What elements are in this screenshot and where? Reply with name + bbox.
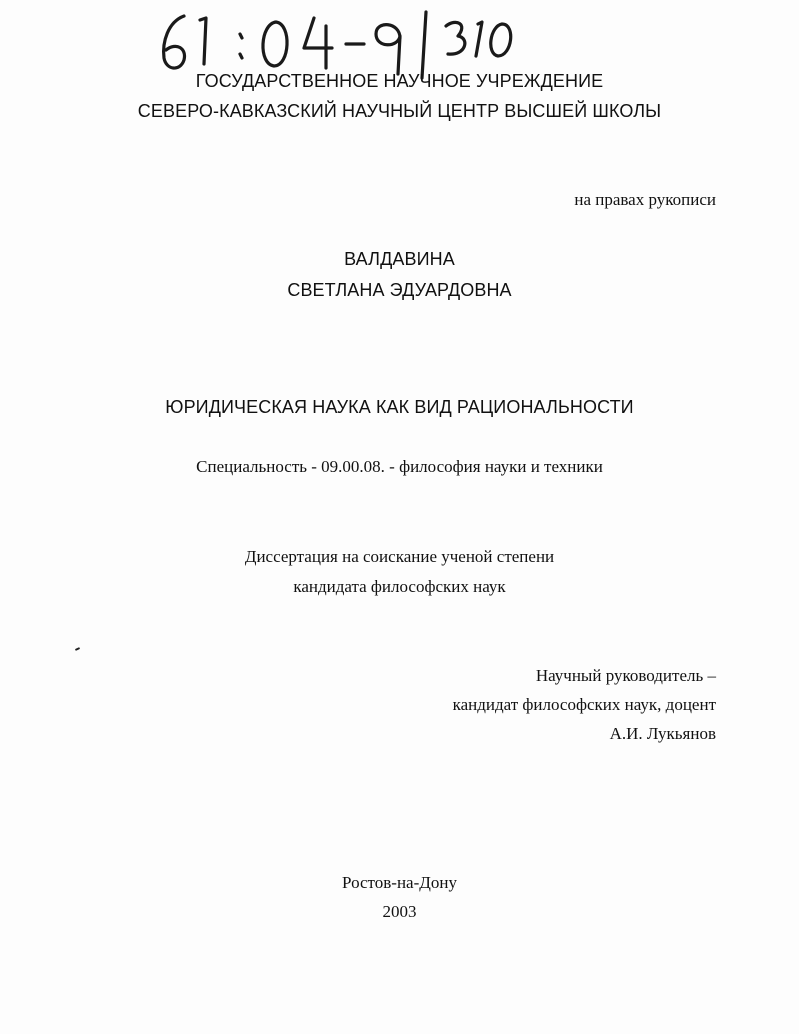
supervisor-degree: кандидат философских наук, доцент: [452, 695, 716, 714]
year: 2003: [382, 902, 417, 921]
handwritten-archive-number: [150, 8, 540, 80]
handwritten-number-drawing: [150, 8, 540, 80]
dissertation-line-2: кандидата философских наук: [293, 577, 506, 596]
author-given-names: СВЕТЛАНА ЭДУАРДОВНА: [287, 280, 512, 300]
institution-line-1: ГОСУДАРСТВЕННОЕ НАУЧНОЕ УЧРЕЖДЕНИЕ: [195, 71, 604, 91]
city: Ростов-на-Дону: [342, 873, 457, 892]
author-surname: ВАЛДАВИНА: [344, 249, 455, 269]
manuscript-note: на правах рукописи: [574, 190, 716, 209]
dissertation-title: ЮРИДИЧЕСКАЯ НАУКА КАК ВИД РАЦИОНАЛЬНОСТИ: [165, 397, 634, 417]
dissertation-line-1: Диссертация на соискание ученой степени: [244, 547, 555, 566]
supervisor-label: Научный руководитель –: [535, 666, 716, 685]
institution-line-2: СЕВЕРО-КАВКАЗСКИЙ НАУЧНЫЙ ЦЕНТР ВЫСШЕЙ ШКОЛЫ: [137, 101, 662, 121]
specialty: Специальность - 09.00.08. - философия науки и техники: [196, 457, 603, 476]
scan-speck: [75, 647, 80, 651]
supervisor-name: А.И. Лукьянов: [609, 724, 716, 743]
